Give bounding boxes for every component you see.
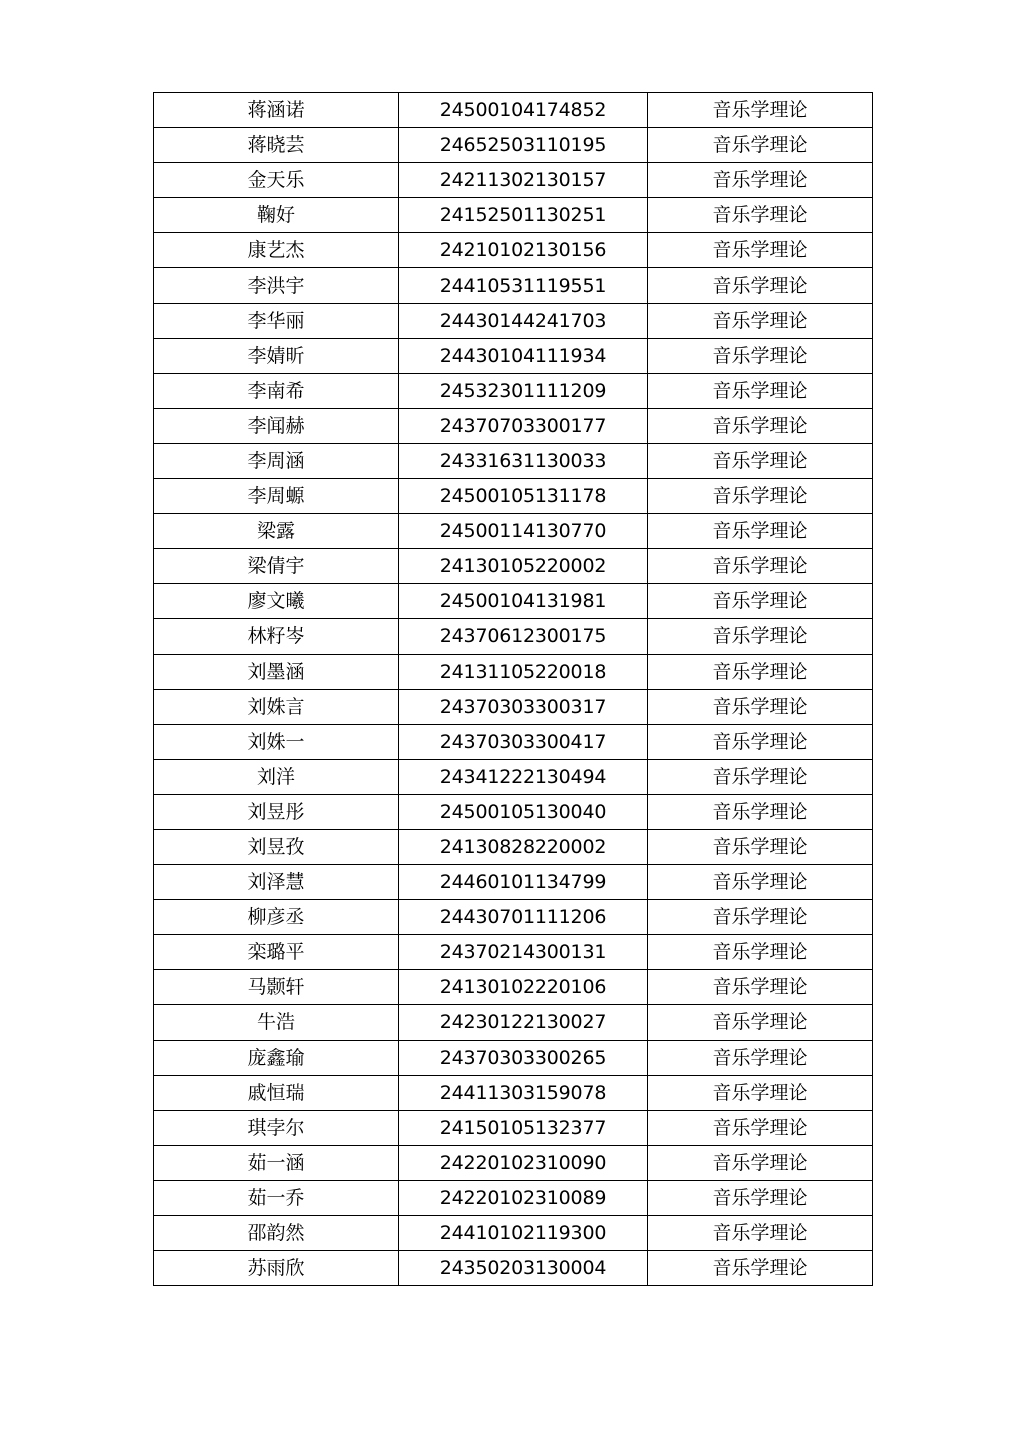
student-name-cell: 刘墨涵 bbox=[154, 654, 399, 689]
table-row bbox=[154, 549, 873, 584]
table-row bbox=[154, 900, 873, 935]
major-cell: 音乐学理论 bbox=[648, 1145, 873, 1180]
major-cell: 音乐学理论 bbox=[648, 689, 873, 724]
exam-number-cell: 24130102220106 bbox=[399, 970, 648, 1005]
table-row bbox=[154, 408, 873, 443]
table-row bbox=[154, 514, 873, 549]
exam-number-cell: 24430144241703 bbox=[399, 303, 648, 338]
table-row bbox=[154, 198, 873, 233]
table-row bbox=[154, 1005, 873, 1040]
table-row bbox=[154, 829, 873, 864]
exam-number-cell: 24331631130033 bbox=[399, 443, 648, 478]
table-row bbox=[154, 1180, 873, 1215]
major-cell: 音乐学理论 bbox=[648, 303, 873, 338]
major-cell: 音乐学理论 bbox=[648, 1251, 873, 1286]
student-name-cell: 刘姝言 bbox=[154, 689, 399, 724]
table-row bbox=[154, 338, 873, 373]
major-cell: 音乐学理论 bbox=[648, 619, 873, 654]
major-cell: 音乐学理论 bbox=[648, 128, 873, 163]
student-name-cell: 李华丽 bbox=[154, 303, 399, 338]
student-name-cell: 李周螈 bbox=[154, 479, 399, 514]
table-row bbox=[154, 268, 873, 303]
exam-number-cell: 24150105132377 bbox=[399, 1110, 648, 1145]
exam-number-cell: 24130828220002 bbox=[399, 829, 648, 864]
exam-number-cell: 24230122130027 bbox=[399, 1005, 648, 1040]
major-cell: 音乐学理论 bbox=[648, 373, 873, 408]
exam-number-cell: 24460101134799 bbox=[399, 865, 648, 900]
student-name-cell: 马颢轩 bbox=[154, 970, 399, 1005]
student-name-cell: 邵韵然 bbox=[154, 1216, 399, 1251]
major-cell: 音乐学理论 bbox=[648, 479, 873, 514]
major-cell: 音乐学理论 bbox=[648, 1005, 873, 1040]
exam-number-cell: 24370612300175 bbox=[399, 619, 648, 654]
table-row bbox=[154, 1110, 873, 1145]
table-row bbox=[154, 935, 873, 970]
major-cell: 音乐学理论 bbox=[648, 198, 873, 233]
student-name-cell: 刘姝一 bbox=[154, 724, 399, 759]
table-row bbox=[154, 759, 873, 794]
student-name-cell: 栾璐平 bbox=[154, 935, 399, 970]
table-row bbox=[154, 724, 873, 759]
student-name-cell: 鞠好 bbox=[154, 198, 399, 233]
major-cell: 音乐学理论 bbox=[648, 829, 873, 864]
exam-number-cell: 24500114130770 bbox=[399, 514, 648, 549]
table-row bbox=[154, 443, 873, 478]
student-name-cell: 刘泽慧 bbox=[154, 865, 399, 900]
exam-number-cell: 24370303300265 bbox=[399, 1040, 648, 1075]
table-row bbox=[154, 128, 873, 163]
major-cell: 音乐学理论 bbox=[648, 268, 873, 303]
exam-number-cell: 24532301111209 bbox=[399, 373, 648, 408]
major-cell: 音乐学理论 bbox=[648, 549, 873, 584]
major-cell: 音乐学理论 bbox=[648, 584, 873, 619]
major-cell: 音乐学理论 bbox=[648, 408, 873, 443]
student-name-cell: 李南希 bbox=[154, 373, 399, 408]
major-cell: 音乐学理论 bbox=[648, 794, 873, 829]
table-row bbox=[154, 654, 873, 689]
major-cell: 音乐学理论 bbox=[648, 654, 873, 689]
table-row bbox=[154, 479, 873, 514]
major-cell: 音乐学理论 bbox=[648, 1075, 873, 1110]
exam-number-cell: 24500104131981 bbox=[399, 584, 648, 619]
table-row bbox=[154, 303, 873, 338]
major-cell: 音乐学理论 bbox=[648, 724, 873, 759]
major-cell: 音乐学理论 bbox=[648, 1040, 873, 1075]
student-name-cell: 廖文曦 bbox=[154, 584, 399, 619]
exam-number-cell: 24152501130251 bbox=[399, 198, 648, 233]
major-cell: 音乐学理论 bbox=[648, 93, 873, 128]
exam-number-cell: 24500105131178 bbox=[399, 479, 648, 514]
exam-number-cell: 24430701111206 bbox=[399, 900, 648, 935]
major-cell: 音乐学理论 bbox=[648, 900, 873, 935]
table-row bbox=[154, 1040, 873, 1075]
student-name-cell: 茹一涵 bbox=[154, 1145, 399, 1180]
exam-number-cell: 24210102130156 bbox=[399, 233, 648, 268]
table-row bbox=[154, 1145, 873, 1180]
exam-number-cell: 24370214300131 bbox=[399, 935, 648, 970]
table-row bbox=[154, 373, 873, 408]
exam-number-cell: 24130105220002 bbox=[399, 549, 648, 584]
student-name-cell: 刘洋 bbox=[154, 759, 399, 794]
exam-number-cell: 24220102310089 bbox=[399, 1180, 648, 1215]
exam-number-cell: 24500104174852 bbox=[399, 93, 648, 128]
major-cell: 音乐学理论 bbox=[648, 443, 873, 478]
student-name-cell: 蒋晓芸 bbox=[154, 128, 399, 163]
table-row bbox=[154, 1216, 873, 1251]
exam-number-cell: 24652503110195 bbox=[399, 128, 648, 163]
student-name-cell: 刘昱彤 bbox=[154, 794, 399, 829]
exam-number-cell: 24370703300177 bbox=[399, 408, 648, 443]
student-name-cell: 梁倩宇 bbox=[154, 549, 399, 584]
student-name-cell: 琪孛尔 bbox=[154, 1110, 399, 1145]
student-name-cell: 庞鑫瑜 bbox=[154, 1040, 399, 1075]
exam-number-cell: 24220102310090 bbox=[399, 1145, 648, 1180]
admission-list-table bbox=[153, 92, 873, 1286]
major-cell: 音乐学理论 bbox=[648, 514, 873, 549]
exam-number-cell: 24410531119551 bbox=[399, 268, 648, 303]
student-name-cell: 苏雨欣 bbox=[154, 1251, 399, 1286]
student-name-cell: 林籽岑 bbox=[154, 619, 399, 654]
student-name-cell: 李洪宇 bbox=[154, 268, 399, 303]
exam-number-cell: 24370303300317 bbox=[399, 689, 648, 724]
major-cell: 音乐学理论 bbox=[648, 1216, 873, 1251]
major-cell: 音乐学理论 bbox=[648, 1110, 873, 1145]
table-row bbox=[154, 865, 873, 900]
student-name-cell: 李周涵 bbox=[154, 443, 399, 478]
major-cell: 音乐学理论 bbox=[648, 233, 873, 268]
student-name-cell: 李闻赫 bbox=[154, 408, 399, 443]
table-row bbox=[154, 93, 873, 128]
exam-number-cell: 24341222130494 bbox=[399, 759, 648, 794]
exam-number-cell: 24500105130040 bbox=[399, 794, 648, 829]
table-row bbox=[154, 584, 873, 619]
student-name-cell: 茹一乔 bbox=[154, 1180, 399, 1215]
student-name-cell: 康艺杰 bbox=[154, 233, 399, 268]
student-name-cell: 金天乐 bbox=[154, 163, 399, 198]
table-row bbox=[154, 1251, 873, 1286]
student-name-cell: 戚恒瑞 bbox=[154, 1075, 399, 1110]
table-row bbox=[154, 163, 873, 198]
table-row bbox=[154, 233, 873, 268]
student-name-cell: 梁露 bbox=[154, 514, 399, 549]
table-body bbox=[154, 93, 873, 1286]
table-row bbox=[154, 619, 873, 654]
exam-number-cell: 24350203130004 bbox=[399, 1251, 648, 1286]
exam-number-cell: 24131105220018 bbox=[399, 654, 648, 689]
exam-number-cell: 24410102119300 bbox=[399, 1216, 648, 1251]
table-row bbox=[154, 794, 873, 829]
exam-number-cell: 24211302130157 bbox=[399, 163, 648, 198]
table-row bbox=[154, 689, 873, 724]
major-cell: 音乐学理论 bbox=[648, 338, 873, 373]
major-cell: 音乐学理论 bbox=[648, 970, 873, 1005]
major-cell: 音乐学理论 bbox=[648, 163, 873, 198]
major-cell: 音乐学理论 bbox=[648, 1180, 873, 1215]
student-name-cell: 蒋涵诺 bbox=[154, 93, 399, 128]
major-cell: 音乐学理论 bbox=[648, 865, 873, 900]
table-row bbox=[154, 1075, 873, 1110]
exam-number-cell: 24430104111934 bbox=[399, 338, 648, 373]
major-cell: 音乐学理论 bbox=[648, 759, 873, 794]
exam-number-cell: 24370303300417 bbox=[399, 724, 648, 759]
exam-number-cell: 24411303159078 bbox=[399, 1075, 648, 1110]
major-cell: 音乐学理论 bbox=[648, 935, 873, 970]
student-name-cell: 柳彦丞 bbox=[154, 900, 399, 935]
table-row bbox=[154, 970, 873, 1005]
student-name-cell: 刘昱孜 bbox=[154, 829, 399, 864]
student-name-cell: 牛浩 bbox=[154, 1005, 399, 1040]
student-name-cell: 李婧昕 bbox=[154, 338, 399, 373]
